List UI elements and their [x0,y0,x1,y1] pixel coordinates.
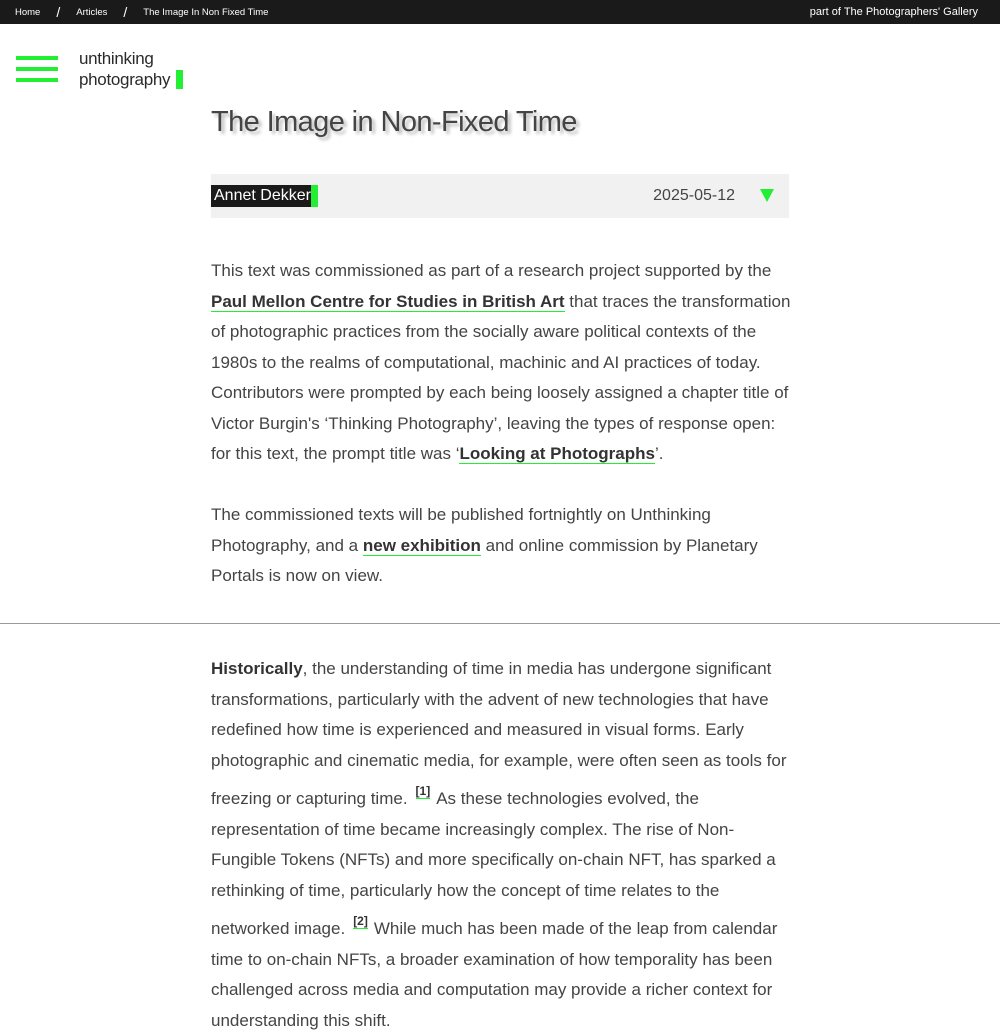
site-logo[interactable] [79,48,183,90]
publish-date: 2025-05-12 [653,187,735,204]
author-link[interactable]: Annet Dekker [211,185,316,207]
breadcrumb-current: The Image In Non Fixed Time [143,6,269,18]
article-meta-bar [211,174,789,218]
intro-paragraph-2 [211,500,791,592]
paul-mellon-centre-link[interactable]: Paul Mellon Centre for Studies in British Art [211,291,565,311]
hamburger-menu-icon[interactable] [16,54,58,84]
logo-line-2 [79,69,183,90]
breadcrumb-separator: / [123,4,128,20]
body-text: While much has been made of the leap from calendar time to on-chain NFTs, a broader examination of how temporality has been challenged across media and computation may provide a richer context for understanding this shift. [211,919,778,1030]
intro-text: The commissioned texts will be published fortnightly on Unthinking Photography, and a [211,505,711,555]
intro-text: This text was commissioned as part of a research project supported by the [211,261,772,280]
intro-text: that traces the transformation of photographic practices from the socially aware political contexts of the 1980s to the realms of computational, machinic and AI practices of today. Contributors were prompted by each being loosely assigned a chapter title of Victor Burgin's ‘Thinking Photography’, leaving the types of response open: for this text, the prompt title was ‘ [211,291,791,463]
intro-text: ’. [654,444,664,463]
menu-bar [16,78,58,82]
menu-bar [16,67,58,71]
section-divider [0,623,1000,624]
breadcrumb-articles[interactable]: Articles [76,6,108,18]
body-paragraph-1 [211,654,791,1036]
page-title: The Image in Non-Fixed Time [211,106,577,138]
footnote-2-link[interactable]: [2] [353,914,368,928]
top-bar [0,0,1000,24]
looking-at-photographs-link[interactable]: Looking at Photographs [459,444,655,463]
triangle-down-icon[interactable] [760,189,774,202]
new-exhibition-link[interactable]: new exhibition [362,535,481,555]
gallery-link[interactable]: part of The Photographers' Gallery [809,6,978,18]
lead-word: Historically [211,659,303,678]
intro-paragraph-1 [211,256,791,470]
footnote-1-link[interactable]: [1] [415,784,431,798]
body-text: As these technologies evolved, the representation of time became increasingly complex. The rise of Non-Fungible Tokens (NFTs) and more specifically on-chain NFT, has sparked a rethinking of time, particularly how the concept of time relates to the networked image. [211,789,776,938]
logo-line-2-text: photography [79,70,171,89]
breadcrumb-separator: / [56,4,61,20]
logo-line-1: unthinking [79,49,154,68]
logo-mark [176,70,183,89]
author-mark [311,185,318,207]
breadcrumb [15,0,268,24]
body-text: , the understanding of time in media has undergone significant transformations, particularly with the advent of new technologies that have redefined how time is experienced and measured in visual forms. Early photographic and cinematic media, for example, were often seen as tools for freezing or capturing time. [211,659,787,808]
intro-text: and online commission by Planetary Portals is now on view. [211,535,758,585]
menu-bar [16,56,58,60]
breadcrumb-home[interactable]: Home [15,6,41,18]
